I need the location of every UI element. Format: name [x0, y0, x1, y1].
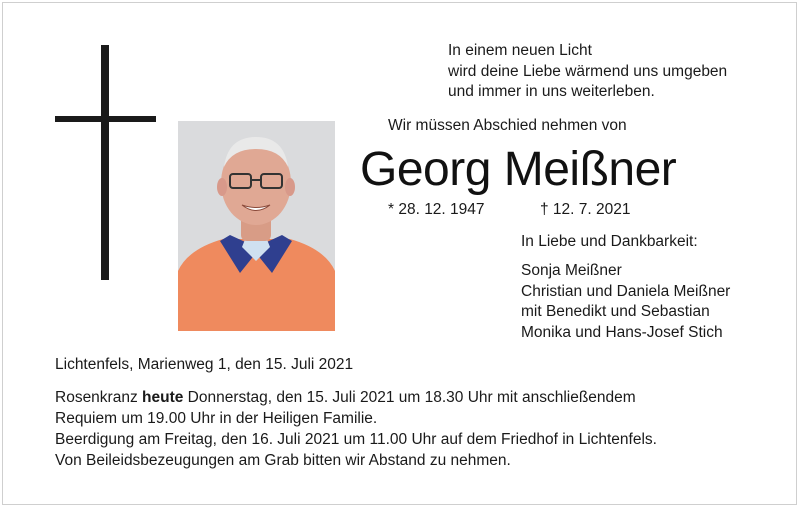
burial-line: Beerdigung am Freitag, den 16. Juli 2021 um 11.00 Uhr auf dem Friedhof in Lichtenfels.	[55, 431, 657, 448]
cross-vertical-bar	[101, 45, 109, 280]
portrait-photo	[178, 121, 335, 331]
rosary-rest: Donnerstag, den 15. Juli 2021 um 18.30 Uhr mit anschließendem	[183, 389, 636, 406]
place-and-date: Lichtenfels, Marienweg 1, den 15. Juli 2021	[55, 356, 354, 373]
poem-line: und immer in uns weiterleben.	[448, 83, 655, 100]
family-member: Christian und Daniela Meißner	[521, 282, 731, 300]
rosary-emphasis: heute	[142, 389, 184, 406]
family-member: Monika und Hans-Josef Stich	[521, 323, 723, 341]
thanks-heading: In Liebe und Dankbarkeit:	[521, 233, 698, 250]
cross-icon	[55, 45, 156, 280]
family-member: Sonja Meißner	[521, 262, 622, 279]
birth-date: * 28. 12. 1947	[388, 201, 485, 218]
cross-horizontal-bar	[55, 116, 156, 122]
death-date: † 12. 7. 2021	[540, 201, 631, 218]
rosary-prefix: Rosenkranz	[55, 389, 143, 406]
service-details	[55, 387, 755, 471]
rosary-line	[55, 387, 755, 408]
portrait-illustration	[178, 121, 335, 331]
poem	[448, 41, 727, 103]
poem-line: In einem neuen Licht	[448, 42, 592, 59]
family-member: mit Benedikt und Sebastian	[521, 303, 710, 320]
poem-line: wird deine Liebe wärmend uns umgeben	[448, 62, 728, 80]
requiem-line: Requiem um 19.00 Uhr in der Heiligen Familie.	[55, 410, 378, 427]
intro-text: Wir müssen Abschied nehmen von	[388, 117, 627, 134]
family-list	[521, 261, 730, 343]
deceased-name: Georg Meißner	[360, 143, 677, 196]
condolences-line: Von Beileidsbezeugungen am Grab bitten wir Abstand zu nehmen.	[55, 452, 511, 469]
